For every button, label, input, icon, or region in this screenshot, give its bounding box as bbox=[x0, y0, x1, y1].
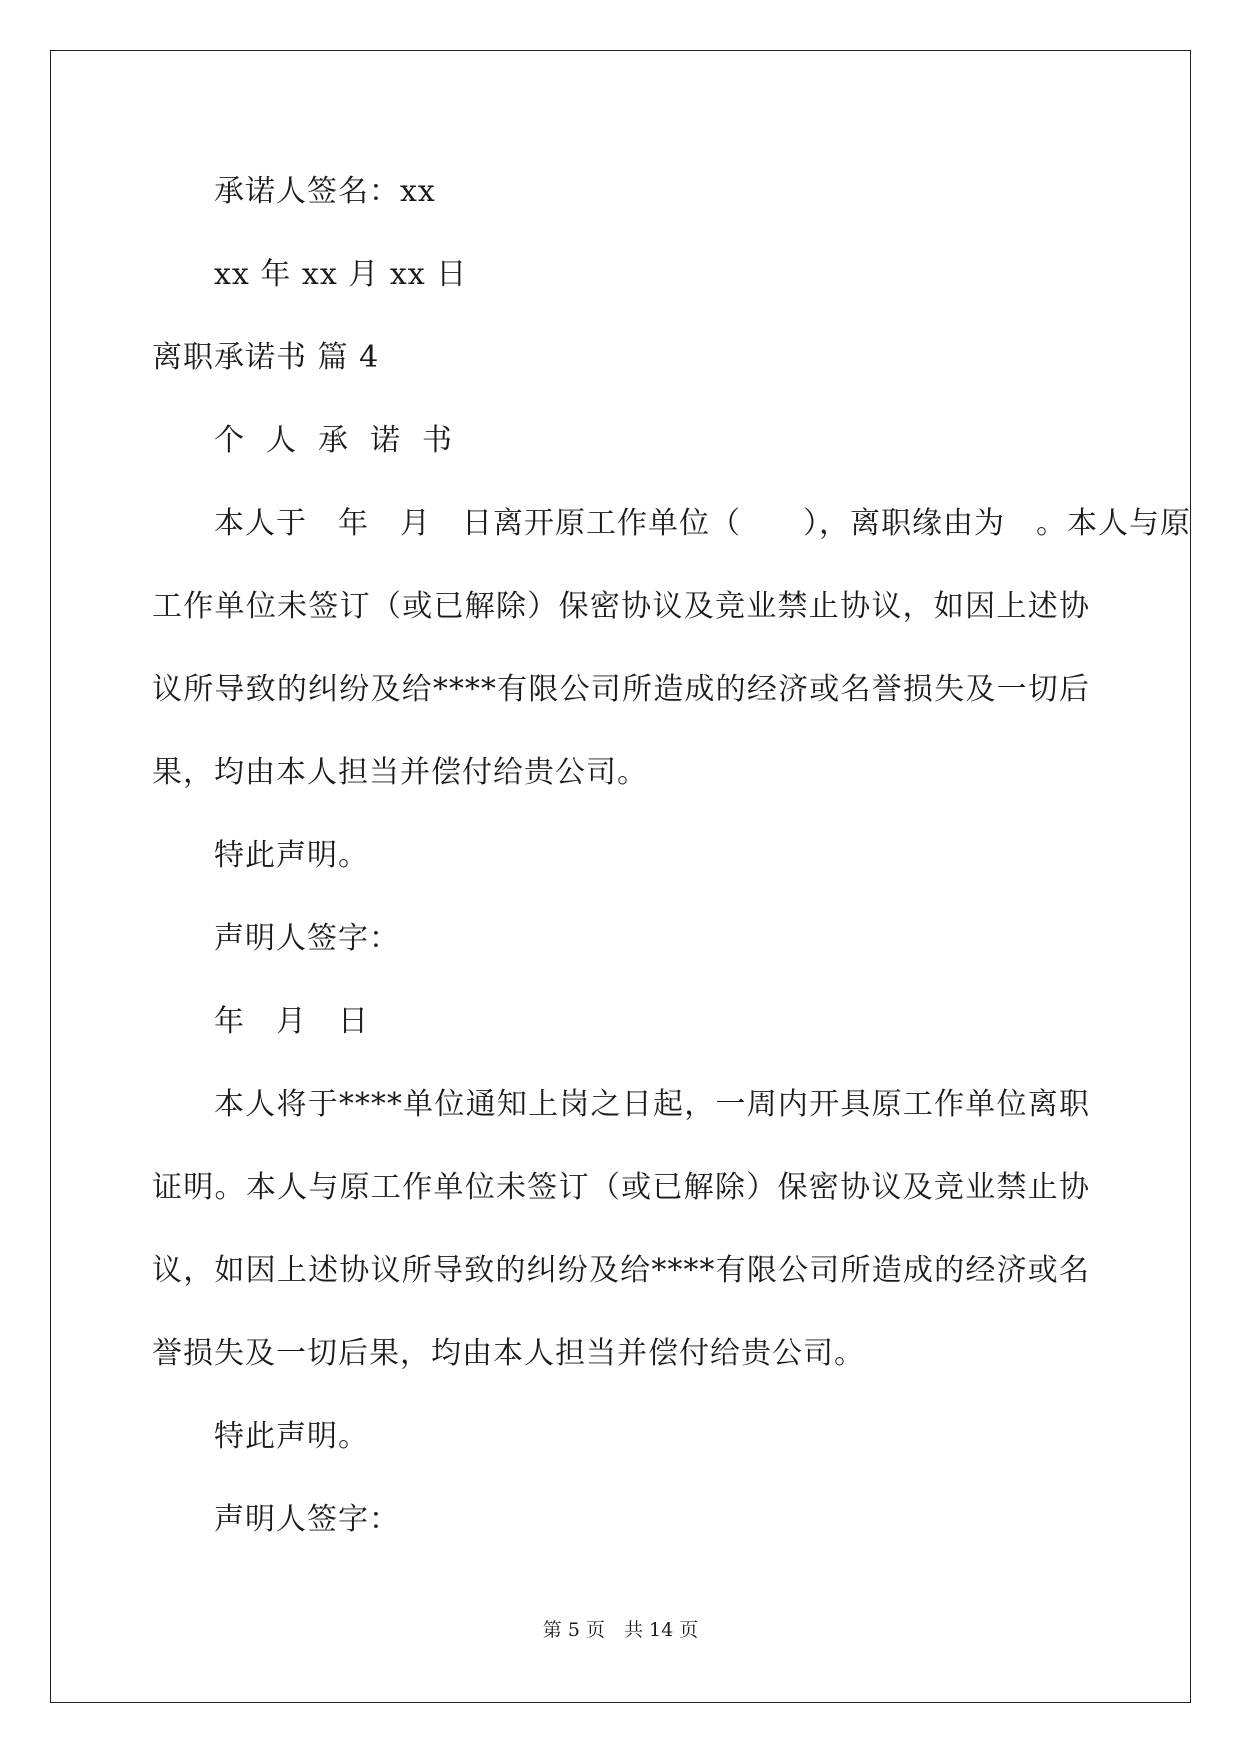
paragraph-line: 议，如因上述协议所导致的纠纷及给****有限公司所造成的经济或名 bbox=[152, 1253, 1090, 1288]
date-blank-line: 年 月 日 bbox=[214, 1004, 369, 1039]
date-line: xx 年 xx 月 xx 日 bbox=[214, 257, 468, 292]
paragraph-line: 本人将于****单位通知上岗之日起，一周内开具原工作单位离职 bbox=[214, 1087, 1090, 1122]
declarant-signature-label: 声明人签字： bbox=[214, 921, 400, 956]
paragraph-line: 果，均由本人担当并偿付给贵公司。 bbox=[152, 755, 648, 790]
declaration-line: 特此声明。 bbox=[214, 1419, 369, 1454]
paragraph-line: 证明。本人与原工作单位未签订（或已解除）保密协议及竞业禁止协 bbox=[152, 1170, 1090, 1205]
paragraph-line: 议所导致的纠纷及给****有限公司所造成的经济或名誉损失及一切后 bbox=[152, 672, 1090, 707]
page-number-footer: 第 5 页 共 14 页 bbox=[542, 1619, 699, 1641]
paragraph-line: 工作单位未签订（或已解除）保密协议及竞业禁止协议，如因上述协 bbox=[152, 589, 1090, 624]
section-heading: 离职承诺书 篇 4 bbox=[152, 340, 380, 375]
declarant-signature-label: 声明人签字： bbox=[214, 1502, 400, 1537]
letter-title: 个人承诺书 bbox=[214, 423, 474, 458]
declaration-line: 特此声明。 bbox=[214, 838, 369, 873]
paragraph-line: 本人于 年 月 日离开原工作单位（ ），离职缘由为 。本人与原 bbox=[214, 506, 1191, 541]
paragraph-line: 誉损失及一切后果，均由本人担当并偿付给贵公司。 bbox=[152, 1336, 865, 1371]
signature-line: 承诺人签名：xx bbox=[214, 174, 436, 209]
